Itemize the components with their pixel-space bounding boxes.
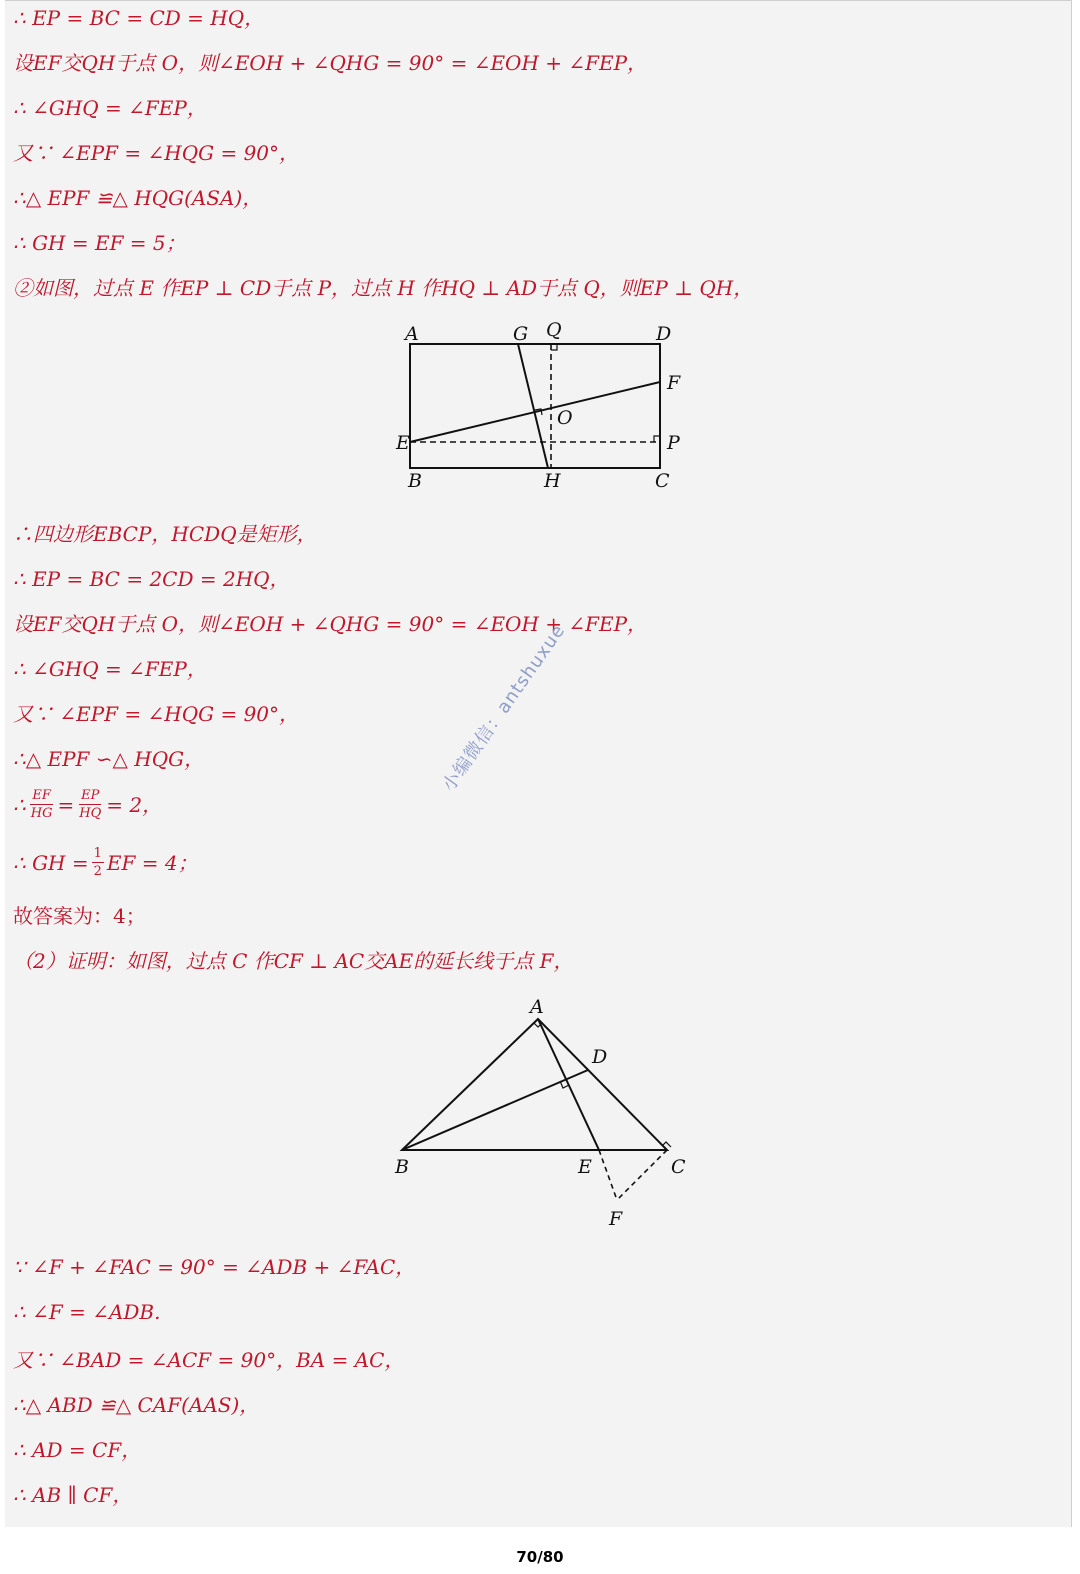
- label-b: B: [395, 1156, 409, 1178]
- label-b: B: [408, 470, 422, 492]
- label-f: F: [667, 372, 681, 394]
- fraction-numerator: EP: [81, 788, 100, 803]
- rect-abcd: [410, 344, 660, 468]
- text-line: ∴△ EPF ∽△ HQG，: [13, 747, 205, 771]
- figure-rectangle: [375, 316, 705, 505]
- dashed-cf: [617, 1150, 667, 1200]
- half-prefix: ∴ GH =: [13, 850, 89, 875]
- text-line: ②如图，过点 E 作EP ⊥ CD于点 P，过点 H 作HQ ⊥ AD于点 Q，则EP ⊥ QH，: [13, 276, 754, 300]
- text-line: 设EF交QH于点 O，则∠EOH + ∠QHG = 90° = ∠EOH + ∠FEP，: [13, 612, 648, 636]
- text-line: ∴四边形EBCP，HCDQ是矩形，: [13, 522, 317, 546]
- text-line: ∴△ EPF ≌△ HQG(ASA)，: [13, 186, 263, 210]
- label-e: E: [396, 432, 410, 454]
- fraction-ef-hg: [29, 789, 55, 820]
- text-line: 又∵ ∠BAD = ∠ACF = 90°，BA = AC，: [13, 1348, 405, 1372]
- triangle-abc: [402, 1019, 667, 1150]
- text-line: （2）证明：如图，过点 C 作CF ⊥ AC交AE的延长线于点 F，: [13, 949, 574, 973]
- fraction-numerator: 1: [93, 846, 102, 861]
- page-number: 70/80: [516, 1548, 564, 1566]
- text-line: 又∵ ∠EPF = ∠HQG = 90°，: [13, 702, 300, 726]
- equals-sign: =: [57, 792, 75, 817]
- dashed-ef: [599, 1150, 617, 1200]
- half-equation: [13, 847, 198, 878]
- text-line: ∴ ∠GHQ = ∠FEP，: [13, 96, 207, 120]
- label-a: A: [405, 323, 419, 345]
- text-line: 又∵ ∠EPF = ∠HQG = 90°，: [13, 141, 300, 165]
- answer-line: 故答案为：4；: [13, 904, 146, 928]
- label-o: O: [557, 407, 573, 429]
- label-h: H: [544, 470, 561, 492]
- text-line: ∵ ∠F + ∠FAC = 90° = ∠ADB + ∠FAC，: [13, 1255, 416, 1279]
- figure-triangle-svg: [375, 989, 705, 1234]
- label-g: G: [513, 323, 529, 345]
- label-c: C: [671, 1156, 686, 1178]
- half-suffix: EF = 4；: [106, 850, 198, 875]
- text-line: 设EF交QH于点 O，则∠EOH + ∠QHG = 90° = ∠EOH + ∠FEP，: [13, 51, 648, 75]
- label-d: D: [656, 323, 672, 345]
- text-line: ∴△ ABD ≌△ CAF(AAS)，: [13, 1393, 260, 1417]
- fraction-denominator: 2: [93, 864, 102, 879]
- text-line: ∴ ∠F = ∠ADB.: [13, 1300, 161, 1324]
- label-p: P: [667, 432, 680, 454]
- fraction-equation: [13, 789, 162, 820]
- figure-triangle: [375, 989, 705, 1238]
- label-f: F: [609, 1208, 623, 1230]
- text-line: ∴ EP = BC = 2CD = 2HQ，: [13, 567, 290, 591]
- figure-rectangle-svg: [375, 316, 705, 501]
- fraction-denominator: HQ: [79, 806, 102, 821]
- fraction-prefix: ∴: [13, 792, 26, 817]
- segment-ae: [538, 1019, 599, 1150]
- label-a: A: [530, 996, 544, 1018]
- label-c: C: [655, 470, 670, 492]
- content-area: [5, 0, 1072, 1527]
- label-q: Q: [546, 319, 562, 341]
- label-d: D: [592, 1046, 608, 1068]
- label-e: E: [578, 1156, 592, 1178]
- fraction-suffix: = 2，: [106, 792, 163, 817]
- text-line: ∴ GH = EF = 5；: [13, 231, 186, 255]
- watermark: 小编微信：antshuxue: [438, 620, 570, 796]
- text-line: ∴ AD = CF，: [13, 1438, 142, 1462]
- fraction-numerator: EF: [32, 788, 51, 803]
- text-line: ∴ ∠GHQ = ∠FEP，: [13, 657, 207, 681]
- fraction-ep-hq: [77, 789, 103, 820]
- fraction-denominator: HG: [30, 806, 53, 821]
- text-line: ∴ EP = BC = CD = HQ，: [13, 6, 265, 30]
- text-line: ∴ AB ∥ CF，: [13, 1483, 133, 1507]
- segment-gh: [518, 344, 548, 468]
- fraction-half: [92, 847, 104, 878]
